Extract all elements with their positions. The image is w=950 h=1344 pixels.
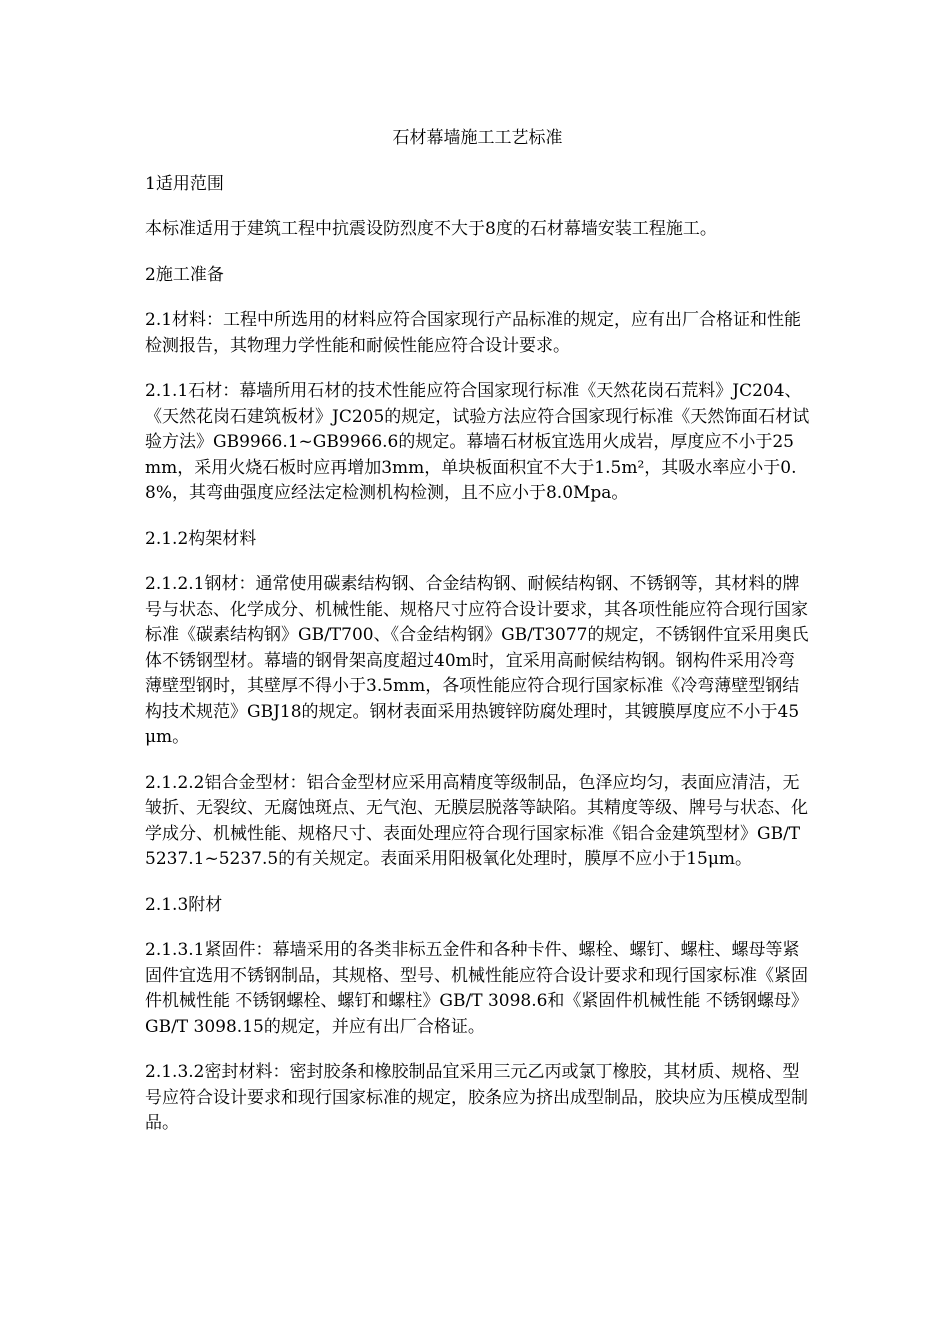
document-body — [145, 126, 810, 1157]
section-heading-preparation: 2施工准备 — [145, 264, 224, 285]
subsection-heading-frame-materials: 2.1.2构架材料 — [145, 528, 257, 549]
paragraph-fasteners: 2.1.3.1紧固件：幕墙采用的各类非标五金件和各种卡件、螺栓、螺钉、螺柱、螺母等紧固件宜选用不锈钢制品，其规格、型号、机械性能应符合设计要求和现行国家标准《紧固件机械性能 不锈钢螺栓、螺钉和螺柱》GB/T 3098.6和《紧固件机械性能 不锈钢螺母》GB/T 3098.15的规定，并应有出厂合格证。 — [145, 940, 808, 1037]
paragraph-steel: 2.1.2.1钢材：通常使用碳素结构钢、合金结构钢、耐候结构钢、不锈钢等，其材料的牌号与状态、化学成分、机械性能、规格尺寸应符合设计要求，其各项性能应符合现行国家标准《碳素结构钢》GB/T700、《合金结构钢》GB/T3077的规定，不锈钢件宜采用奥氏体不锈钢型材。幕墙的钢骨架高度超过40m时，宜采用高耐候结构钢。钢构件采用冷弯薄壁型钢时，其壁厚不得小于3.5mm，各项性能应符合现行国家标准《冷弯薄壁型钢结构技术规范》GBJ18的规定。钢材表面采用热镀锌防腐处理时，其镀膜厚度应不小于45μm。 — [145, 574, 809, 747]
section-heading-scope: 1适用范围 — [145, 173, 224, 194]
paragraph-aluminum: 2.1.2.2铝合金型材：铝合金型材应采用高精度等级制品，色泽应均匀，表面应清洁，无皱折、无裂纹、无腐蚀斑点、无气泡、无膜层脱落等缺陷。其精度等级、牌号与状态、化学成分、机械性能、规格尺寸、表面处理应符合现行国家标准《铝合金建筑型材》GB/T5237.1~5237.5的有关规定。表面采用阳极氧化处理时，膜厚不应小于15μm。 — [145, 772, 808, 869]
paragraph-scope: 本标准适用于建筑工程中抗震设防烈度不大于8度的石材幕墙安装工程施工。 — [145, 219, 717, 239]
subsection-heading-accessories: 2.1.3附材 — [145, 894, 223, 915]
document-title: 石材幕墙施工工艺标准 — [392, 128, 563, 148]
paragraph-stone: 2.1.1石材：幕墙所用石材的技术性能应符合国家现行标准《天然花岗石荒料》JC204、《天然花岗石建筑板材》JC205的规定，试验方法应符合国家现行标准《天然饰面石材试验方法》GB9966.1~GB9966.6的规定。幕墙石材板宜选用火成岩，厚度应不小于25mm，采用火烧石板时应再增加3mm，单块板面积宜不大于1.5m²，其吸水率应小于0.8%，其弯曲强度应经法定检测机构检测，且不应小于8.0Mpa。 — [145, 381, 810, 503]
paragraph-materials: 2.1材料：工程中所选用的材料应符合国家现行产品标准的规定，应有出厂合格证和性能检测报告，其物理力学性能和耐候性能应符合设计要求。 — [145, 310, 802, 356]
paragraph-sealants: 2.1.3.2密封材料：密封胶条和橡胶制品宜采用三元乙丙或氯丁橡胶，其材质、规格、型号应符合设计要求和现行国家标准的规定，胶条应为挤出成型制品，胶块应为压模成型制品。 — [145, 1062, 808, 1133]
